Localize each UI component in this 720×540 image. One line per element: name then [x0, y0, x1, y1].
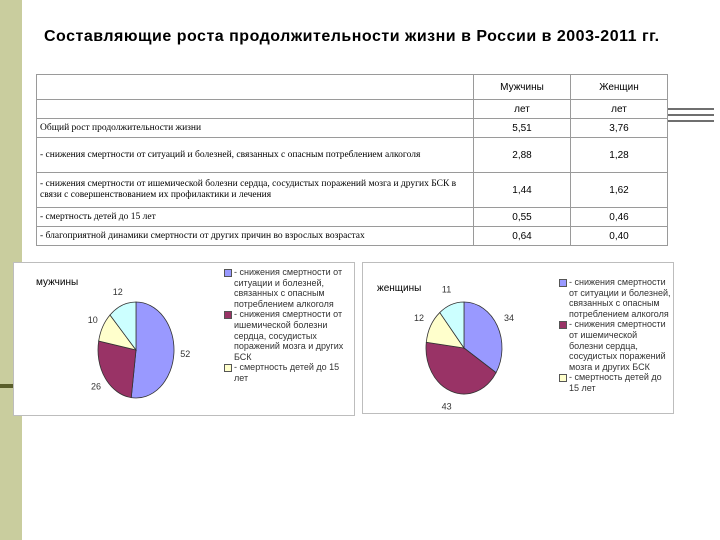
- table-row: [37, 138, 668, 173]
- table-row: [37, 208, 668, 227]
- table-unit-row: [37, 100, 668, 119]
- legend-text: - снижения смертности от ситуации и болезней, связанных с опасным потреблением алкоголя: [569, 277, 671, 319]
- legend-swatch-blue: [224, 269, 232, 277]
- pie-slice-label: 12: [112, 287, 123, 297]
- legend-item: [224, 309, 352, 362]
- men-legend: [224, 267, 352, 384]
- row-men-value: 0,55: [474, 208, 571, 227]
- table-row: [37, 173, 668, 208]
- pie-slice: [131, 302, 174, 398]
- life-expectancy-table: [36, 74, 668, 246]
- men-chart-box: [13, 262, 355, 416]
- unit-men: лет: [474, 100, 571, 119]
- men-pie-chart: [14, 263, 214, 413]
- legend-swatch-cream: [559, 374, 567, 382]
- women-chart-box: [362, 262, 674, 414]
- row-women-value: 1,28: [571, 138, 668, 173]
- col-header-women: Женщин: [571, 75, 668, 100]
- pie-slice-label: 26: [90, 381, 102, 392]
- table-header-empty: [37, 75, 474, 100]
- pie-slice-label: 52: [180, 348, 191, 359]
- legend-swatch-cream: [224, 364, 232, 372]
- row-label: - благоприятной динамики смертности от других причин во взрослых возрастах: [37, 227, 474, 246]
- women-chart-title: женщины: [377, 283, 422, 294]
- row-label: - снижения смертности от ситуаций и болезней, связанных с опасным потреблением алкоголя: [37, 138, 474, 173]
- row-label: - смертность детей до 15 лет: [37, 208, 474, 227]
- legend-text: - снижения смертности от ишемической болезни сердца, сосудистых поражений мозга и других БСК: [234, 309, 344, 362]
- legend-text: - смертность детей до 15 лет: [234, 362, 340, 383]
- row-women-value: 0,46: [571, 208, 668, 227]
- row-men-value: 1,44: [474, 173, 571, 208]
- unit-women: лет: [571, 100, 668, 119]
- row-label: - снижения смертности от ишемической болезни сердца, сосудистых поражений мозга и других БСК в связи с совершенствованием их профилактики и лечения: [37, 173, 474, 208]
- women-pie-chart: [363, 263, 563, 411]
- pie-slice-label: 34: [503, 313, 515, 324]
- row-label: Общий рост продолжительности жизни: [37, 119, 474, 138]
- side-decoration: [668, 108, 714, 126]
- table-row: [37, 119, 668, 138]
- pie-slice-label: 12: [413, 313, 425, 324]
- men-chart-title: мужчины: [36, 277, 79, 288]
- row-men-value: 0,64: [474, 227, 571, 246]
- legend-item: [559, 372, 671, 393]
- legend-swatch-maroon: [224, 311, 232, 319]
- legend-text: - снижения смертности от ишемической болезни сердца, сосудистых поражений мозга и других БСК: [569, 319, 666, 372]
- table-unit-empty: [37, 100, 474, 119]
- pie-slice-label: 10: [87, 314, 98, 325]
- table-header-row: [37, 75, 668, 100]
- row-women-value: 1,62: [571, 173, 668, 208]
- pie-slice-label: 11: [441, 284, 452, 295]
- slide-title: Составляющие роста продолжительности жизни в России в 2003-2011 гг.: [44, 28, 660, 45]
- women-legend: [559, 277, 671, 394]
- pie-slice: [98, 341, 136, 398]
- pie-slice-label: 43: [441, 401, 452, 411]
- row-men-value: 2,88: [474, 138, 571, 173]
- table-row: [37, 227, 668, 246]
- row-men-value: 5,51: [474, 119, 571, 138]
- legend-item: [224, 362, 352, 383]
- legend-item: [224, 267, 352, 309]
- legend-text: - смертность детей до 15 лет: [569, 372, 662, 393]
- col-header-men: Мужчины: [474, 75, 571, 100]
- legend-item: [559, 319, 671, 372]
- row-women-value: 3,76: [571, 119, 668, 138]
- legend-text: - снижения смертности от ситуации и болезней, связанных с опасным потреблением алкоголя: [234, 267, 343, 309]
- row-women-value: 0,40: [571, 227, 668, 246]
- legend-swatch-maroon: [559, 321, 567, 329]
- legend-swatch-blue: [559, 279, 567, 287]
- legend-item: [559, 277, 671, 319]
